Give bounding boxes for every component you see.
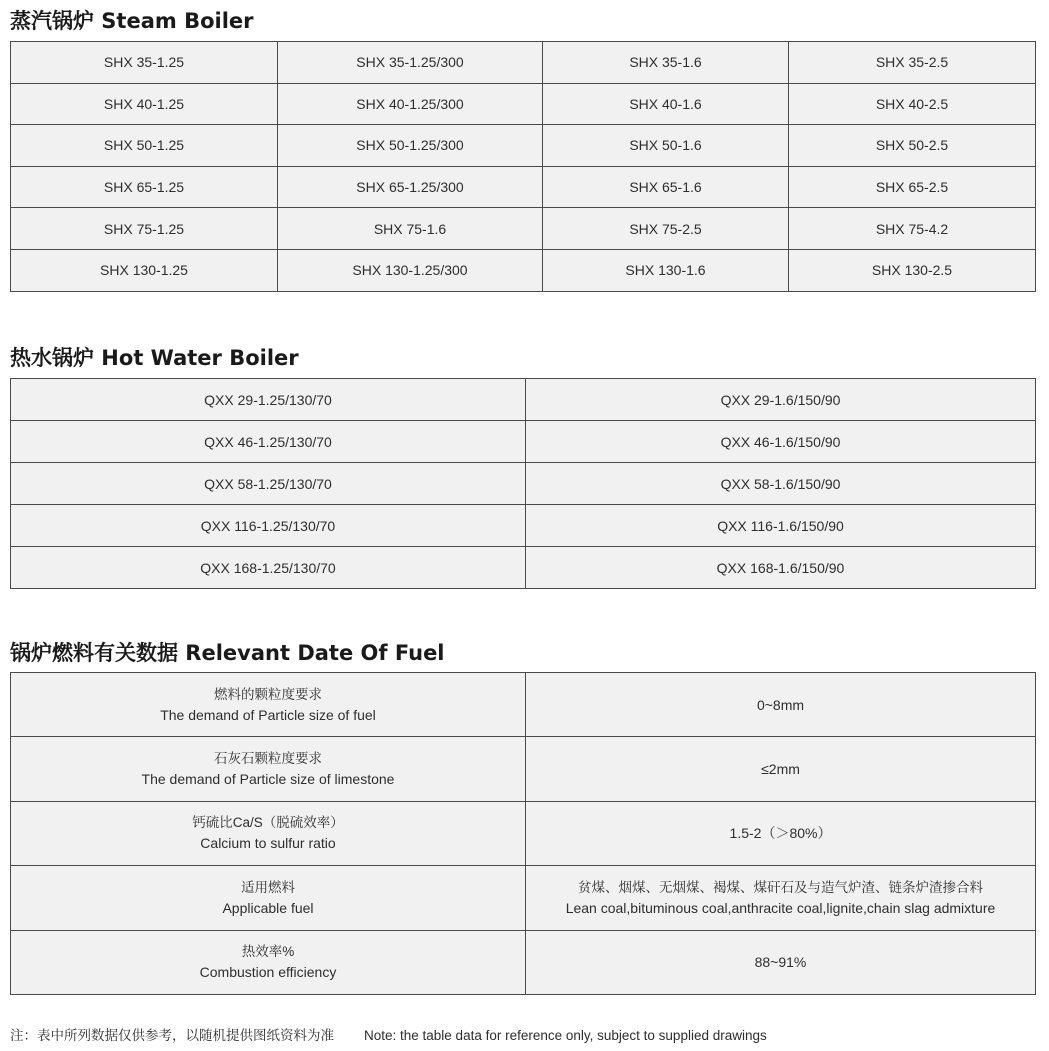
steam-model-cell: SHX 65-1.6 (543, 166, 789, 208)
fuel-param-label (11, 930, 526, 994)
steam-model-cell: SHX 75-2.5 (543, 208, 789, 250)
fuel-param-label-en: Combustion efficiency (199, 964, 337, 981)
steam-model-cell: SHX 50-2.5 (789, 125, 1036, 167)
fuel-param-label (11, 737, 526, 801)
table-row (11, 208, 1036, 250)
steam-model-cell: SHX 35-1.6 (543, 42, 789, 84)
fuel-param-label-cn: 燃料的颗粒度要求 (214, 686, 322, 702)
table-row (11, 83, 1036, 125)
fuel-param-label (11, 866, 526, 930)
steam-model-cell: SHX 50-1.25 (11, 125, 278, 167)
steam-model-cell: SHX 65-1.25/300 (278, 166, 543, 208)
fuel-param-value-en: 0~8mm (756, 696, 805, 713)
fuel-data-table (10, 672, 1036, 995)
steam-model-cell: SHX 75-4.2 (789, 208, 1036, 250)
steam-model-cell: SHX 65-1.25 (11, 166, 278, 208)
fuel-param-label-en: Calcium to sulfur ratio (200, 835, 336, 852)
fuel-param-value-en: Lean coal,bituminous coal,anthracite coal,lignite,chain slag admixture (565, 899, 996, 916)
table-row (11, 379, 1036, 421)
steam-model-cell: SHX 50-1.6 (543, 125, 789, 167)
hot-water-boiler-table (10, 378, 1036, 589)
steam-model-cell: SHX 40-1.6 (543, 83, 789, 125)
fuel-param-label-cn: 热效率% (241, 944, 295, 960)
fuel-param-label-cn: 钙硫比Ca/S（脱硫效率） (192, 815, 344, 831)
footnote-cn: 注：表中所列数据仅供参考，以随机提供图纸资料为准 (10, 1028, 334, 1043)
steam-model-cell: SHX 75-1.6 (278, 208, 543, 250)
hot-water-model-cell: QXX 29-1.25/130/70 (11, 379, 526, 421)
fuel-param-label (11, 673, 526, 737)
footnote (10, 1024, 767, 1044)
steam-model-cell: SHX 65-2.5 (789, 166, 1036, 208)
table-row (11, 42, 1036, 84)
table-row (11, 125, 1036, 167)
fuel-param-value (526, 866, 1036, 930)
steam-model-cell: SHX 75-1.25 (11, 208, 278, 250)
steam-boiler-title: 蒸汽锅炉 Steam Boiler (10, 9, 254, 33)
fuel-param-value-en: ≤2mm (761, 761, 800, 778)
fuel-param-label-en: Applicable fuel (222, 899, 314, 916)
table-row (11, 505, 1036, 547)
table-row (11, 737, 1036, 801)
fuel-param-label (11, 801, 526, 865)
fuel-param-value-cn: 贫煤、烟煤、无烟煤、褐煤、煤矸石及与造气炉渣、链条炉渣掺合料 (578, 879, 983, 895)
hot-water-model-cell: QXX 168-1.6/150/90 (526, 547, 1036, 589)
table-row (11, 547, 1036, 589)
steam-model-cell: SHX 40-1.25/300 (278, 83, 543, 125)
fuel-param-value (526, 673, 1036, 737)
table-row (11, 166, 1036, 208)
hot-water-model-cell: QXX 46-1.6/150/90 (526, 421, 1036, 463)
fuel-param-label-cn: 适用燃料 (241, 879, 295, 895)
fuel-param-label-en: The demand of Particle size of limestone (141, 771, 395, 788)
fuel-param-value-en: 1.5-2（＞80%） (729, 825, 832, 842)
hot-water-model-cell: QXX 29-1.6/150/90 (526, 379, 1036, 421)
table-row (11, 249, 1036, 291)
hot-water-boiler-title: 热水锅炉 Hot Water Boiler (10, 346, 299, 370)
steam-model-cell: SHX 35-2.5 (789, 42, 1036, 84)
footnote-en: Note: the table data for reference only, subject to supplied drawings (364, 1028, 767, 1043)
fuel-data-title: 锅炉燃料有关数据 Relevant Date Of Fuel (10, 641, 445, 665)
steam-model-cell: SHX 130-1.25/300 (278, 249, 543, 291)
steam-model-cell: SHX 130-1.6 (543, 249, 789, 291)
table-row (11, 930, 1036, 994)
steam-model-cell: SHX 130-2.5 (789, 249, 1036, 291)
fuel-param-label-cn: 石灰石颗粒度要求 (214, 751, 322, 767)
fuel-param-value-en: 88~91% (754, 954, 807, 971)
hot-water-model-cell: QXX 58-1.6/150/90 (526, 463, 1036, 505)
table-row (11, 866, 1036, 930)
steam-model-cell: SHX 50-1.25/300 (278, 125, 543, 167)
hot-water-model-cell: QXX 46-1.25/130/70 (11, 421, 526, 463)
hot-water-model-cell: QXX 116-1.25/130/70 (11, 505, 526, 547)
fuel-param-label-en: The demand of Particle size of fuel (160, 706, 376, 723)
hot-water-model-cell: QXX 116-1.6/150/90 (526, 505, 1036, 547)
steam-model-cell: SHX 40-2.5 (789, 83, 1036, 125)
steam-model-cell: SHX 35-1.25/300 (278, 42, 543, 84)
steam-model-cell: SHX 130-1.25 (11, 249, 278, 291)
table-row (11, 463, 1036, 505)
steam-model-cell: SHX 40-1.25 (11, 83, 278, 125)
table-row (11, 673, 1036, 737)
fuel-param-value (526, 930, 1036, 994)
table-row (11, 421, 1036, 463)
hot-water-model-cell: QXX 58-1.25/130/70 (11, 463, 526, 505)
steam-model-cell: SHX 35-1.25 (11, 42, 278, 84)
fuel-param-value (526, 801, 1036, 865)
table-row (11, 801, 1036, 865)
steam-boiler-table (10, 41, 1036, 292)
fuel-param-value (526, 737, 1036, 801)
hot-water-model-cell: QXX 168-1.25/130/70 (11, 547, 526, 589)
